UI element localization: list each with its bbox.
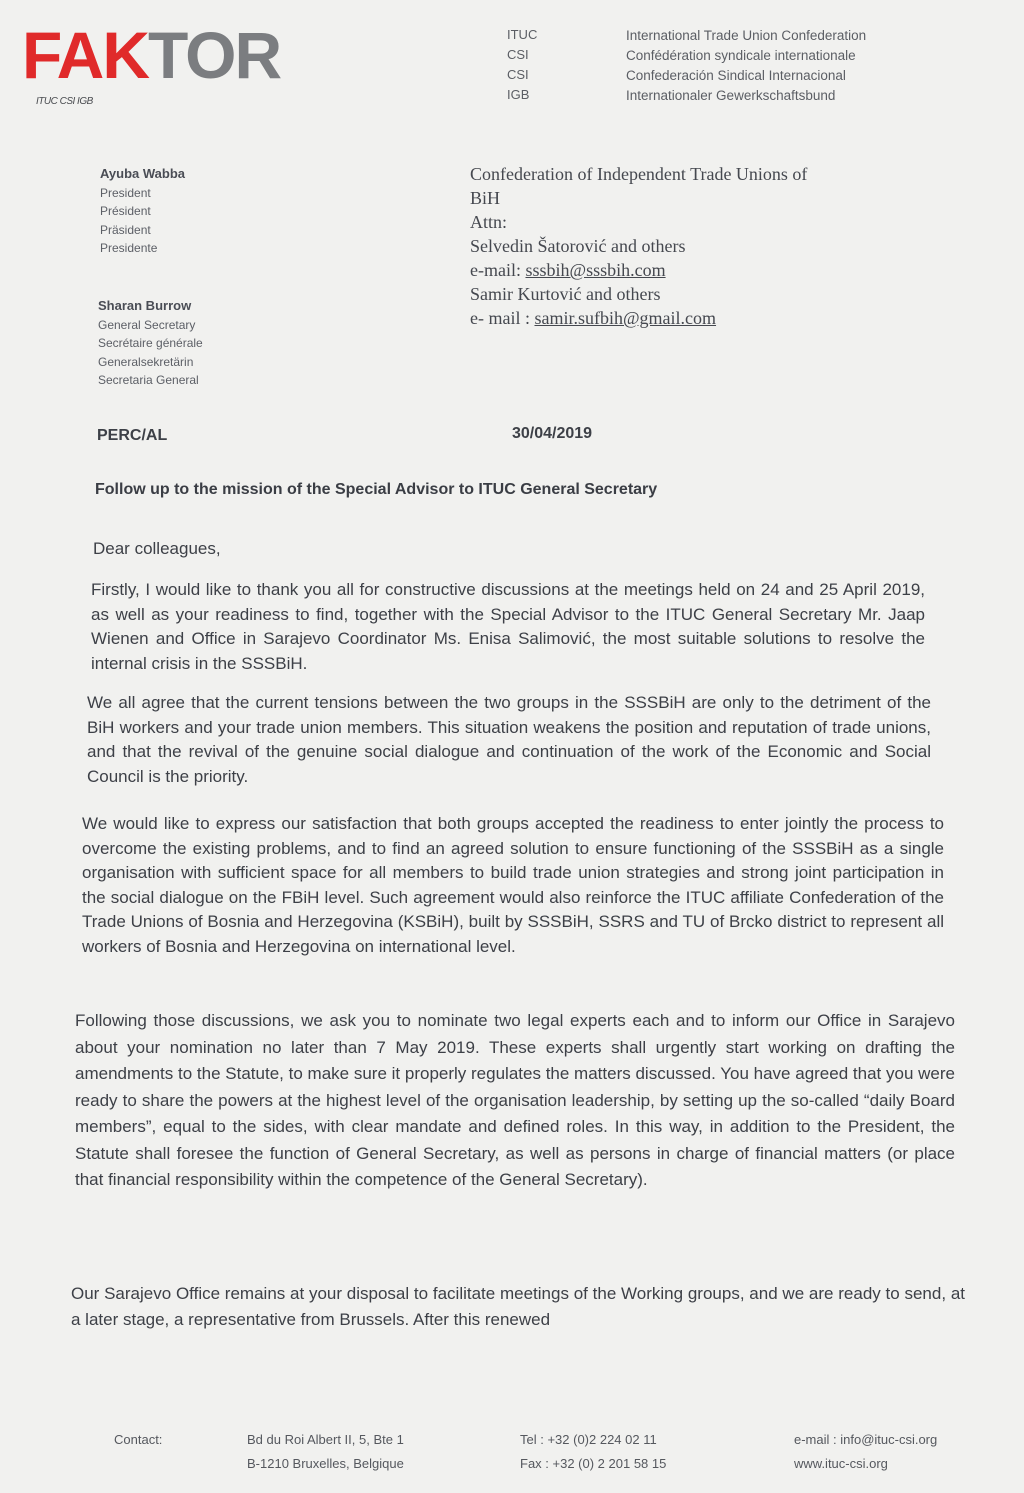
org-code: CSI	[507, 47, 529, 62]
officer-name: Ayuba Wabba	[100, 166, 185, 181]
org-code: ITUC	[507, 27, 538, 42]
body-paragraph: Our Sarajevo Office remains at your disposal to facilitate meetings of the Working groups, and we are ready to send, at a later stage, a representative from Brussels. After this renewed	[71, 1284, 965, 1329]
recipient-line: Confederation of Independent Trade Unions of	[470, 164, 808, 184]
org-names	[626, 26, 866, 106]
org-name: International Trade Union Confederation	[626, 28, 867, 43]
org-name: Confederación Sindical Internacional	[626, 68, 846, 83]
recipient-line: Attn:	[470, 212, 508, 232]
body-paragraph: Following those discussions, we ask you to nominate two legal experts each and to inform our Office in Sarajevo about your nomination no later than 7 May 2019. These experts shall urgently start working on drafting the amendments to the Statute, to make sure it properly regulates the matters discussed. You have agreed that you were ready to share the powers at the highest level of the organisation leadership, by setting up the so-called “daily Board members”, equal to the sides, with clear mandate and defined roles. In this way, in addition to the President, the Statute shall foresee the function of General Secretary, as well as persons in charge of financial matters (or place that financial responsibility within the competence of the General Secretary).	[75, 1011, 955, 1189]
org-name: Internationaler Gewerkschaftsbund	[626, 88, 836, 103]
org-name: Confédération syndicale internationale	[626, 48, 856, 63]
letter-subject: Follow up to the mission of the Special Advisor to ITUC General Secretary	[95, 481, 658, 498]
salutation: Dear colleagues,	[93, 539, 221, 558]
email-label: e-mail:	[470, 260, 526, 280]
footer-fax: Fax : +32 (0) 2 201 58 15	[520, 1456, 667, 1471]
footer-address-line: Bd du Roi Albert II, 5, Bte 1	[247, 1432, 404, 1447]
faktor-logo	[22, 18, 282, 112]
logo-mark-grey: TOR	[148, 18, 281, 92]
logo-subtitle: ITUC CSI IGB	[36, 96, 93, 107]
officer-title: Président	[100, 204, 151, 218]
officer-name: Sharan Burrow	[98, 298, 192, 313]
officer-title: General Secretary	[98, 317, 196, 332]
recipient-line: Selvedin Šatorović and others	[470, 236, 686, 256]
letter-date: 30/04/2019	[512, 425, 593, 442]
footer-tel: Tel : +32 (0)2 224 02 11	[520, 1432, 657, 1447]
officer-title: Generalsekretärin	[98, 354, 194, 369]
officer-title: Presidente	[100, 241, 158, 255]
officer-title: President	[100, 185, 151, 200]
reference-code: PERC/AL	[97, 427, 168, 444]
footer-address-line: B-1210 Bruxelles, Belgique	[247, 1456, 404, 1471]
body-paragraph: We would like to express our satisfaction that both groups accepted the readiness to enter jointly the process to overcome the existing problems, and to find an agreed solution to ensure functioning of the SSSBiH as a single organisation with sufficient space for all members to build trade union strategies and strong joint participation in the social dialogue on the FBiH level. Such agreement would also reinforce the ITUC affiliate Confederation of the Trade Unions of Bosnia and Herzegovina (KSBiH), built by SSSBiH, SSRS and TU of Brcko district to represent all workers of Bosnia and Herzegovina on international level.	[82, 814, 944, 956]
footer-website[interactable]: www.ituc-csi.org	[794, 1456, 888, 1471]
recipient-email-line	[470, 306, 900, 330]
body-paragraph: We all agree that the current tensions between the two groups in the SSSBiH are only to the detriment of the BiH workers and your trade union members. This situation weakens the position and reputation of trade unions, and that the revival of the genuine social dialogue and continuation of the work of the Economic and Social Council is the priority.	[87, 693, 931, 786]
officer-title: Secretaria General	[98, 373, 199, 387]
body-paragraph: Firstly, I would like to thank you all for constructive discussions at the meetings held on 24 and 25 April 2019, as well as your readiness to find, together with the Special Advisor to the ITUC General Secretary Mr. Jaap Wienen and Office in Sarajevo Coordinator Ms. Enisa Salimović, the most suitable solutions to resolve the internal crisis in the SSSBiH.	[91, 580, 925, 673]
org-code: CSI	[507, 67, 529, 82]
footer-phone	[520, 1428, 666, 1476]
org-code: IGB	[507, 87, 530, 102]
logo-mark	[22, 18, 281, 92]
email-label: e- mail :	[470, 308, 535, 328]
footer-contact-label: Contact:	[114, 1432, 163, 1447]
email-link[interactable]: sssbih@sssbih.com	[525, 260, 666, 280]
officer-general-secretary	[98, 297, 203, 390]
officer-title: Präsident	[100, 222, 151, 237]
email-link[interactable]: samir.sufbih@gmail.com	[534, 308, 717, 328]
org-codes	[507, 25, 537, 105]
officer-president	[100, 165, 185, 258]
recipient-block	[470, 162, 900, 330]
recipient-line: BiH	[470, 188, 501, 208]
recipient-email-line	[470, 258, 900, 282]
logo-mark-red: FAK	[22, 18, 148, 92]
footer-online	[794, 1428, 937, 1476]
officer-title: Secrétaire générale	[98, 336, 203, 350]
recipient-line: Samir Kurtović and others	[470, 284, 661, 304]
footer-address	[247, 1428, 404, 1476]
footer-email[interactable]: e-mail : info@ituc-csi.org	[794, 1432, 938, 1447]
